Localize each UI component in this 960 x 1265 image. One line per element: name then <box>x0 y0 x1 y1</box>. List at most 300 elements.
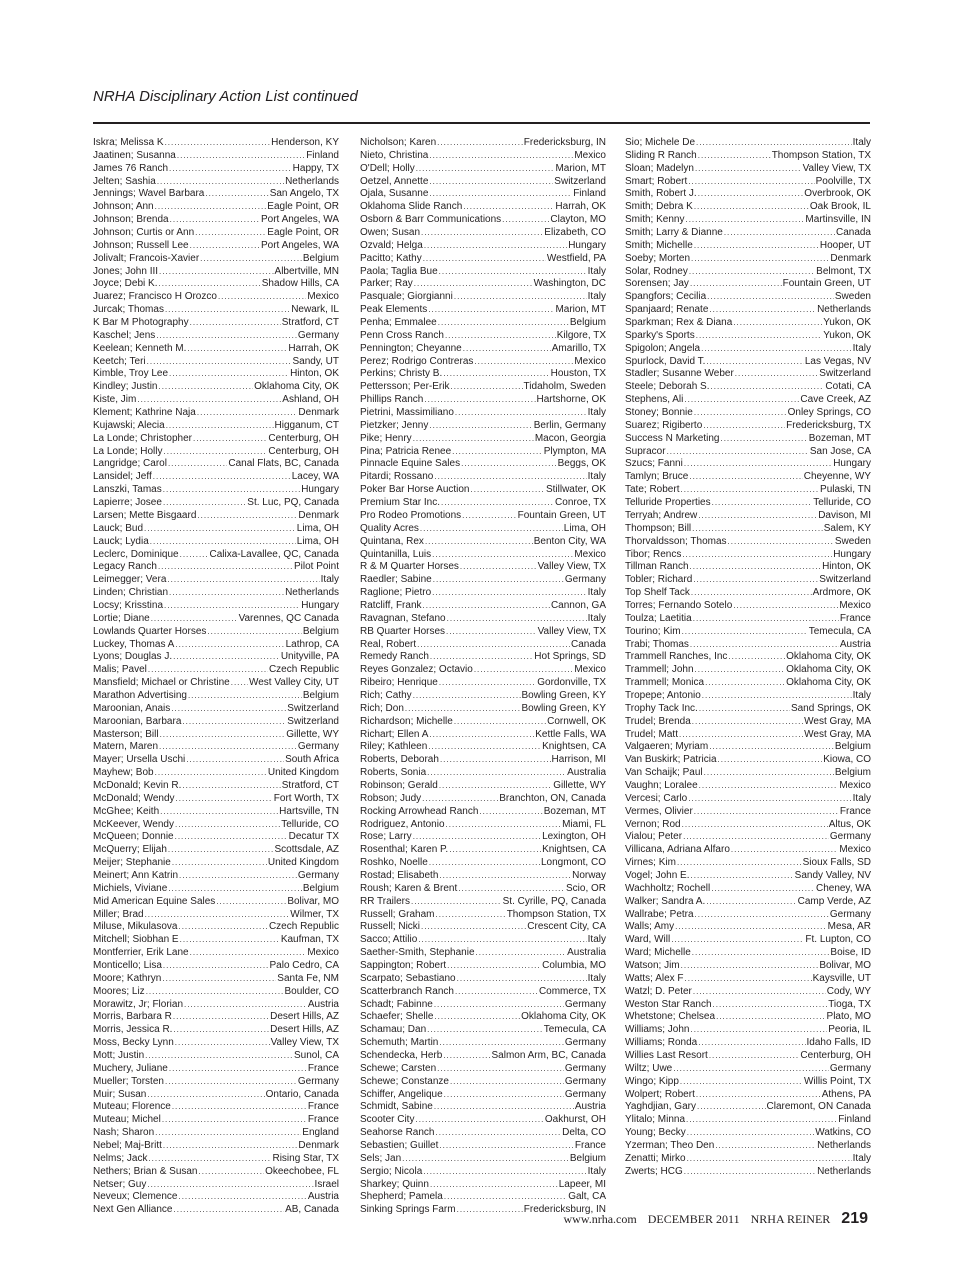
dot-leader <box>694 806 839 819</box>
list-item <box>93 639 339 652</box>
list-item <box>360 458 606 471</box>
list-item <box>360 407 606 420</box>
entry-location: Austria <box>307 998 339 1010</box>
list-item <box>360 291 606 304</box>
entry-location: Ontario, Canada <box>265 1088 339 1100</box>
dot-leader <box>173 1011 269 1024</box>
dot-leader <box>458 883 565 896</box>
entry-location: Varennes, QC Canada <box>238 612 339 624</box>
entry-name: K Bar M Photography <box>93 317 189 329</box>
entry-name: Scarpato; Sebastiano <box>360 972 456 984</box>
list-item <box>625 471 871 484</box>
list-item <box>625 201 871 214</box>
dot-leader <box>694 240 819 253</box>
entry-name: Rocking Arrowhead Ranch <box>360 805 479 817</box>
dot-leader <box>684 394 799 407</box>
entry-name: Sebastien; Guillet <box>360 1140 439 1152</box>
dot-leader <box>416 163 555 176</box>
list-item <box>625 806 871 819</box>
entry-name: Roberts, Deborah <box>360 754 439 766</box>
entry-location: Elizabeth, CO <box>544 227 606 239</box>
dot-leader <box>720 433 807 446</box>
entry-location: Sandy Valley, NV <box>794 869 871 881</box>
entry-location: Davison, MI <box>818 509 871 521</box>
list-item <box>625 253 871 266</box>
entry-name: Langridge; Carol <box>93 458 167 470</box>
entry-location: Italy <box>587 1165 606 1177</box>
dot-leader <box>733 600 838 613</box>
entry-name: Sio; Michele De <box>625 137 696 148</box>
entry-location: Marion, MT <box>555 162 606 174</box>
entry-name: Schmidt, Sabine <box>360 1101 433 1113</box>
entry-location: Thompson Station, TX <box>506 908 606 920</box>
entry-location: Italy <box>587 291 606 303</box>
entry-location: Decatur TX <box>288 831 339 843</box>
list-item <box>625 716 871 729</box>
entry-name: Spigolon; Angela <box>625 342 701 354</box>
entry-name: Success N Marketing <box>625 432 720 444</box>
list-item <box>93 883 339 896</box>
entry-name: Sacco; Attilio <box>360 934 418 946</box>
dot-leader <box>446 819 562 832</box>
entry-name: Osborn & Barr Communications <box>360 214 502 226</box>
entry-location: Germany <box>564 574 606 586</box>
entry-name: Ribeiro; Henrique <box>360 677 438 689</box>
list-item <box>93 163 339 176</box>
dot-leader <box>413 690 521 703</box>
entry-name: Quintana, Rex <box>360 535 424 547</box>
list-item <box>360 754 606 767</box>
list-item <box>93 214 339 227</box>
dot-leader <box>434 471 586 484</box>
dot-leader <box>418 934 586 947</box>
entry-name: Trophy Tack Inc. <box>625 702 698 714</box>
entry-location: Idaho Falls, ID <box>806 1037 871 1049</box>
entry-location: Australia <box>567 947 606 959</box>
entry-name: Villicana, Adriana Alfaro <box>625 844 730 856</box>
entry-location: Amarillo, TX <box>551 342 606 354</box>
entry-name: Tibor; Rencs <box>625 548 682 560</box>
dot-leader <box>178 1191 306 1204</box>
list-item <box>360 677 606 690</box>
dot-leader <box>699 780 839 793</box>
entry-location: Martinsville, IN <box>805 214 871 226</box>
list-item <box>625 729 871 742</box>
entry-location: Bozeman, MT <box>543 805 606 817</box>
entry-location: Athens, PA <box>821 1088 871 1100</box>
dot-leader <box>190 240 260 253</box>
dot-leader <box>716 1011 825 1024</box>
dot-leader <box>180 549 209 562</box>
entry-name: R & M Quarter Horses <box>360 561 459 573</box>
dot-leader <box>667 446 809 459</box>
dot-leader <box>428 741 541 754</box>
dot-leader <box>168 458 227 471</box>
list-item <box>625 188 871 201</box>
entry-location: Las Vegas, NV <box>804 355 871 367</box>
entry-location: Eagle Point, OR <box>267 227 339 239</box>
dot-leader <box>447 960 541 973</box>
dot-leader <box>702 690 852 703</box>
entry-name: Thompson; Bill <box>625 522 692 534</box>
entry-name: Sels; Jan <box>360 1152 402 1164</box>
list-item <box>360 690 606 703</box>
entry-name: Kaschel; Jens <box>93 329 156 341</box>
list-item <box>360 626 606 639</box>
entry-location: Crescent City, CA <box>527 921 606 933</box>
list-item <box>93 278 339 291</box>
dot-leader <box>463 343 551 356</box>
entry-location: Switzerland <box>819 368 871 380</box>
dot-leader <box>425 536 533 549</box>
dot-leader <box>218 291 306 304</box>
dot-leader <box>197 407 298 420</box>
entry-name: Tobler; Richard <box>625 574 693 586</box>
dot-leader <box>216 896 286 909</box>
entry-location: Ardmore, OK <box>812 587 871 599</box>
list-item <box>360 806 606 819</box>
entry-location: Oakhurst, OH <box>544 1114 606 1126</box>
entry-name: Lowlands Quarter Horses <box>93 625 207 637</box>
dot-leader <box>474 356 573 369</box>
list-item <box>360 1166 606 1179</box>
entry-name: Netser; Guy <box>93 1178 147 1190</box>
dot-leader <box>176 793 273 806</box>
entry-location: Italy <box>587 471 606 483</box>
entry-name: Schewe; Carsten <box>360 1062 437 1074</box>
dot-leader <box>709 741 834 754</box>
dot-leader <box>443 368 549 381</box>
entry-name: Yzerman; Theo Den <box>625 1140 715 1152</box>
dot-leader <box>441 497 554 510</box>
entry-location: Okeechobee, FL <box>265 1165 339 1177</box>
list-item <box>360 896 606 909</box>
entry-name: Wiltz; Uwe <box>625 1062 673 1074</box>
page-header: NRHA Disciplinary Action List continued <box>93 88 358 105</box>
entry-name: Paola; Taglia Bue <box>360 265 438 277</box>
entry-location: Bolivar, MO <box>287 895 339 907</box>
entry-name: Sparky's Sports <box>625 329 695 341</box>
list-item <box>93 831 339 844</box>
list-item <box>360 176 606 189</box>
entry-location: Albertville, MN <box>274 265 339 277</box>
list-item <box>625 549 871 562</box>
entry-name: Smith; Larry & Dianne <box>625 227 723 239</box>
entry-name: Johnson; Ann <box>93 201 154 213</box>
entry-location: Germany <box>564 1062 606 1074</box>
list-item <box>93 420 339 433</box>
entry-name: Russell; Nicki <box>360 921 421 933</box>
entry-location: Thompson Station, TX <box>771 149 871 161</box>
entry-location: Overbrook, OK <box>804 188 871 200</box>
list-item <box>625 420 871 433</box>
entry-name: Terryah; Andrew <box>625 509 698 521</box>
entry-location: Plato, MO <box>826 1011 871 1023</box>
dot-leader <box>698 1037 805 1050</box>
dot-leader <box>169 1063 307 1076</box>
entry-location: Eagle Point, OR <box>267 201 339 213</box>
list-item <box>625 433 871 446</box>
dot-leader <box>145 909 290 922</box>
entry-location: St. Cyrille, PQ, Canada <box>502 895 606 907</box>
entry-location: Italy <box>587 265 606 277</box>
entry-name: Trammell Ranches, Inc <box>625 651 728 663</box>
list-item <box>360 536 606 549</box>
dot-leader <box>457 973 587 986</box>
list-item <box>93 188 339 201</box>
dot-leader <box>172 1101 307 1114</box>
list-item <box>360 201 606 214</box>
list-item <box>93 613 339 626</box>
dot-leader <box>697 1101 766 1114</box>
dot-leader <box>165 137 271 150</box>
dot-leader <box>430 1179 558 1192</box>
list-item <box>625 163 871 176</box>
list-item <box>360 909 606 922</box>
dot-leader <box>688 793 851 806</box>
entry-location: Switzerland <box>287 715 339 727</box>
dot-leader <box>178 921 267 934</box>
dot-leader <box>445 330 556 343</box>
entry-name: Rich; Cathy <box>360 689 412 701</box>
dot-leader <box>434 1101 574 1114</box>
entry-location: Newark, IL <box>291 304 339 316</box>
entry-name: Watson; Jim <box>625 960 680 971</box>
list-item <box>360 947 606 960</box>
entry-location: England <box>302 1127 339 1139</box>
dot-leader <box>690 561 822 574</box>
entry-location: Belgium <box>834 767 871 779</box>
entry-location: Henderson, KY <box>271 137 339 148</box>
entry-location: Happy, TX <box>292 162 339 174</box>
entry-name: Sloan; Madelyn <box>625 162 694 174</box>
dot-leader <box>692 523 823 536</box>
list-item <box>360 1089 606 1102</box>
list-item <box>625 793 871 806</box>
list-item <box>360 240 606 253</box>
entry-name: Virnes; Kim <box>625 857 676 869</box>
list-item <box>93 780 339 793</box>
dot-leader <box>415 1114 543 1127</box>
list-column-2 <box>360 137 606 1217</box>
entry-name: McQueen; Donnie <box>93 831 174 843</box>
entry-name: Muteau; Florence <box>93 1101 171 1113</box>
list-item <box>93 381 339 394</box>
entry-name: Pinnacle Equine Sales <box>360 458 461 470</box>
entry-location: Mexico <box>574 355 606 367</box>
list-item <box>625 176 871 189</box>
entry-location: Harrah, OK <box>555 201 606 213</box>
dot-leader <box>405 703 521 716</box>
dot-leader <box>681 960 819 973</box>
entry-location: Netherlands <box>285 175 339 187</box>
dot-leader <box>718 754 823 767</box>
entry-name: Suarez; Rigiberto <box>625 419 703 431</box>
dot-leader <box>686 1114 837 1127</box>
entry-name: Poker Bar Horse Auction <box>360 484 470 496</box>
entry-name: Tillman Ranch <box>625 561 689 573</box>
list-item <box>93 471 339 484</box>
dot-leader <box>164 446 268 459</box>
dot-leader <box>476 947 567 960</box>
dot-leader <box>137 394 281 407</box>
entry-location: Germany <box>829 1062 871 1074</box>
entry-location: Bozeman, MT <box>808 432 871 444</box>
dot-leader <box>471 484 545 497</box>
dot-leader <box>173 651 280 664</box>
entry-location: San Jose, CA <box>809 445 871 457</box>
entry-location: Tioga, TX <box>828 998 871 1010</box>
dot-leader <box>735 368 819 381</box>
entry-location: United Kingdom <box>267 767 339 779</box>
dot-leader <box>145 1050 293 1063</box>
list-item <box>93 510 339 523</box>
dot-leader <box>428 304 554 317</box>
dot-leader <box>692 947 830 960</box>
list-item <box>625 870 871 883</box>
entry-location: Fountain Green, UT <box>517 509 606 521</box>
entry-name: Michiels, Viviane <box>93 882 168 894</box>
entry-name: Monticello; Lisa <box>93 960 162 971</box>
entry-name: Watzl; D. Peter <box>625 985 692 997</box>
dot-leader <box>680 484 819 497</box>
dot-leader <box>159 741 297 754</box>
list-item <box>625 291 871 304</box>
entry-location: France <box>839 805 871 817</box>
list-item <box>625 664 871 677</box>
entry-name: Valgaeren; Myriam <box>625 741 709 753</box>
dot-leader <box>437 137 523 150</box>
entry-name: Kujawski; Alecia <box>93 419 165 431</box>
dot-leader <box>165 1076 297 1089</box>
list-item <box>625 497 871 510</box>
list-item <box>93 1127 339 1140</box>
dot-leader <box>439 780 552 793</box>
entry-name: Miller; Brad <box>93 908 144 920</box>
dot-leader <box>690 639 839 652</box>
entry-location: France <box>307 1101 339 1113</box>
list-item <box>360 163 606 176</box>
entry-name: Parker; Ray <box>360 278 413 290</box>
list-item <box>625 227 871 240</box>
entry-location: Italy <box>587 587 606 599</box>
entry-name: Sorensen; Jay <box>625 278 689 290</box>
dot-leader <box>169 587 284 600</box>
entry-location: Westfield, PA <box>546 252 606 264</box>
list-item <box>93 304 339 317</box>
entry-name: RB Quarter Horses <box>360 625 446 637</box>
entry-location: Kilgore, TX <box>556 329 606 341</box>
entry-name: Morris, Jessica R. <box>93 1024 173 1036</box>
list-item <box>93 1191 339 1204</box>
list-item <box>93 407 339 420</box>
list-item <box>360 857 606 870</box>
dot-leader <box>684 458 832 471</box>
entry-name: Williams; Ronda <box>625 1037 698 1049</box>
dot-leader <box>693 986 826 999</box>
entry-name: Perez; Rodrigo Contreras <box>360 355 474 367</box>
entry-name: Zenatti; Mirko <box>625 1152 686 1164</box>
entry-location: West Gray, MA <box>804 715 871 727</box>
dot-leader <box>169 163 292 176</box>
entry-name: Ozvald; Helga <box>360 239 423 251</box>
entry-name: Supracor <box>625 445 666 457</box>
entry-location: AB, Canada <box>285 1204 339 1216</box>
entry-location: Desert Hills, AZ <box>270 1011 339 1023</box>
entry-location: Columbia, MO <box>542 960 606 971</box>
entry-name: Soeby; Morten <box>625 252 691 264</box>
dot-leader <box>434 999 564 1012</box>
list-item <box>93 266 339 279</box>
entry-name: Lanszki, Tamas <box>93 484 162 496</box>
entry-name: Van Buskirk; Patricia <box>625 754 717 766</box>
entry-location: Hot Springs, SD <box>534 651 606 663</box>
entry-location: Finland <box>306 149 339 161</box>
entry-location: Pulaski, TN <box>820 484 871 496</box>
entry-name: Wallrabe; Petra <box>625 908 694 920</box>
dot-leader <box>695 163 802 176</box>
list-item <box>625 819 871 832</box>
entry-location: Fredericksburg, IN <box>523 1204 606 1216</box>
page-number: 219 <box>841 1210 868 1227</box>
entry-name: Iskra; Melissa K <box>93 137 164 148</box>
entry-name: Mid American Equine Sales <box>93 895 216 907</box>
entry-name: Vaughn; Loralee <box>625 779 698 791</box>
list-item <box>360 1050 606 1063</box>
list-item <box>93 857 339 870</box>
dot-leader <box>673 1063 829 1076</box>
list-item <box>93 1037 339 1050</box>
dot-leader <box>698 510 817 523</box>
list-item <box>625 536 871 549</box>
list-item <box>625 266 871 279</box>
entry-name: Keetch; Teri <box>93 355 146 367</box>
entry-name: Schamau; Dan <box>360 1024 427 1036</box>
list-item <box>93 1179 339 1192</box>
list-item <box>93 343 339 356</box>
dot-leader <box>699 703 790 716</box>
dot-leader <box>421 227 543 240</box>
dot-leader <box>688 176 814 189</box>
entry-name: Wingo; Kipp <box>625 1075 679 1087</box>
dot-leader <box>411 896 502 909</box>
list-item <box>360 253 606 266</box>
entry-location: Houston, TX <box>550 368 606 380</box>
list-item <box>93 677 339 690</box>
list-item <box>93 793 339 806</box>
dot-leader <box>733 317 822 330</box>
entry-location: Sandy, UT <box>292 355 339 367</box>
list-item <box>93 626 339 639</box>
entry-location: Port Angeles, WA <box>261 214 339 226</box>
entry-name: Tropepe; Antonio <box>625 689 701 701</box>
entry-name: Schadt; Fabinne <box>360 998 433 1010</box>
entry-name: Schaefer; Shelle <box>360 1011 434 1023</box>
list-item <box>625 1140 871 1153</box>
dot-leader <box>153 471 291 484</box>
dot-leader <box>682 626 808 639</box>
dot-leader <box>148 664 268 677</box>
entry-name: Owen; Susan <box>360 227 421 239</box>
entry-location: Denmark <box>298 1140 339 1152</box>
entry-name: Pitardi; Rossano <box>360 471 434 483</box>
list-item <box>625 960 871 973</box>
dot-leader <box>162 973 276 986</box>
list-item <box>625 754 871 767</box>
list-item <box>93 767 339 780</box>
list-item <box>625 1050 871 1063</box>
list-item <box>360 767 606 780</box>
